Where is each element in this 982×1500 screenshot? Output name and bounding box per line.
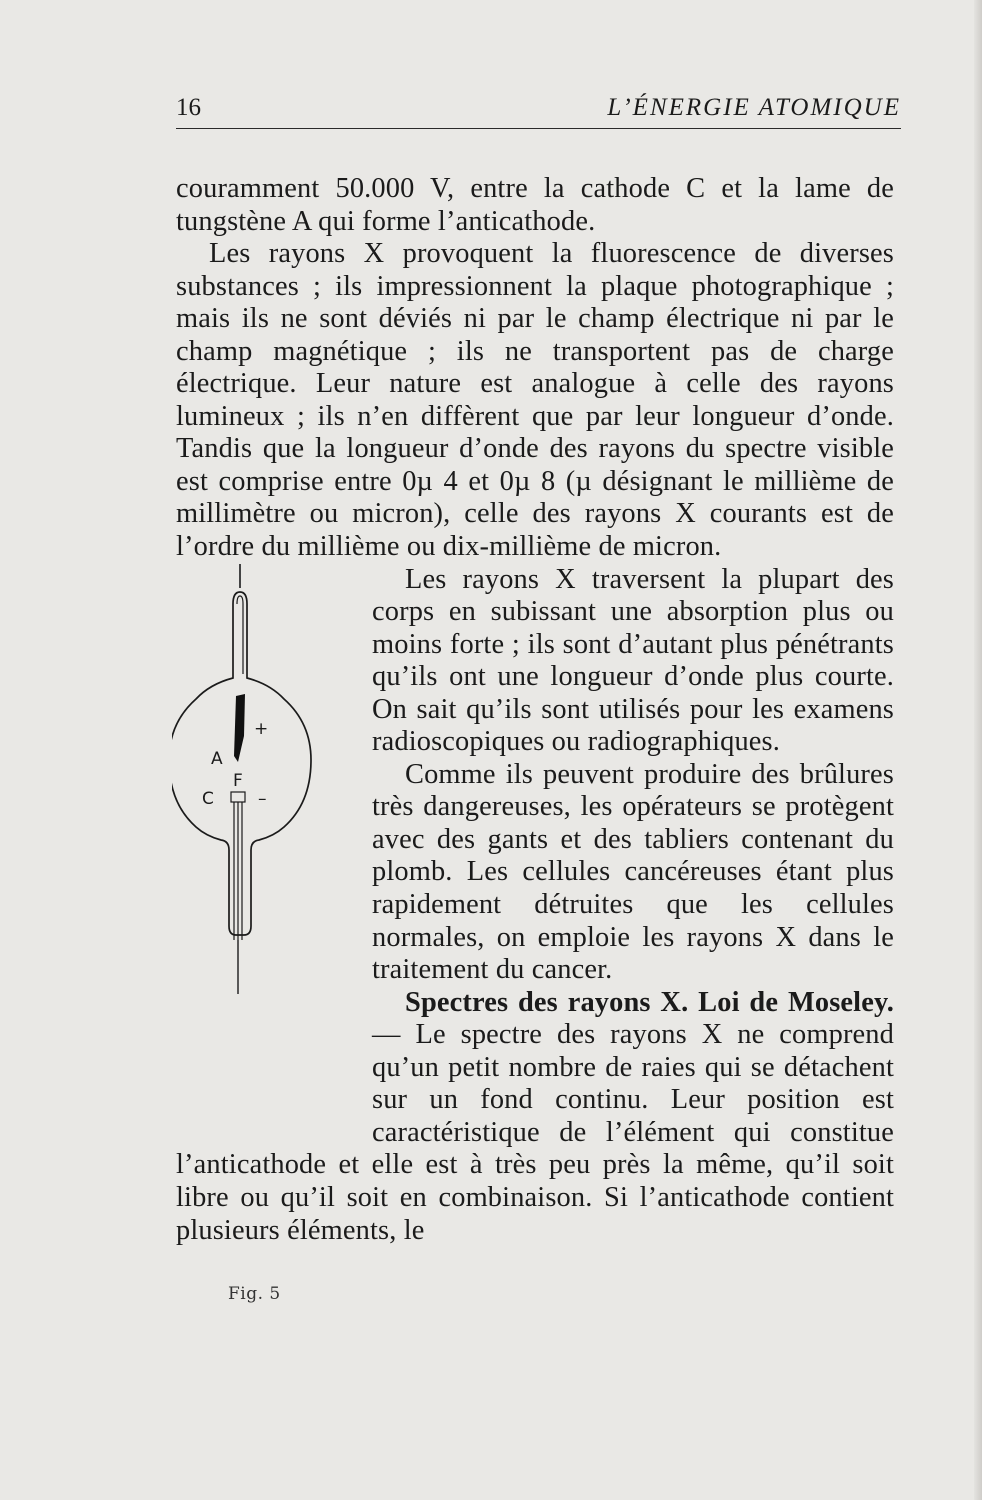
paragraph-2: Les rayons X provoquent la fluorescence de diverses substances ; ils impressionnent la plaque photographique ; mais ils ne sont déviés ni par le champ électrique ni par le champ magnétique ; ils ne transportent pas de charge électrique. Leur nature est analogue à celle des rayons lumineux ; ils n’en diffèrent que par leur longueur d’onde. Tandis que la longueur d’onde des rayons du spectre visible est comprise entre 0µ 4 et 0µ 8 (µ désignant le millième de millimètre ou micron), celle des rayons X courants est de l’ordre du millième ou dix-millième de micron. [176, 238, 894, 563]
label-minus: – [258, 788, 267, 809]
label-anode: A [211, 748, 223, 769]
page-header [176, 92, 901, 129]
label-plus: + [254, 718, 269, 739]
x-ray-tube-figure [176, 564, 354, 1304]
paragraph-2-intro [176, 238, 894, 563]
page-number: 16 [176, 94, 201, 121]
x-ray-tube-diagram [172, 564, 322, 1064]
label-cathode: C [202, 788, 215, 809]
paragraph-4: Comme ils peuvent produire des brûlures très dangereuses, les opérateurs se protègent avec des gants et des tabliers contenant du plomb. Les cellules cancéreuses étant plus rapidement détruites que les cellules normales, on emploie les rayons X dans le traitement du cancer. [372, 758, 894, 986]
section-title: Spectres des rayons X. Loi de Moseley. [405, 986, 894, 1018]
running-title: L’ÉNERGIE ATOMIQUE [607, 94, 901, 121]
paragraph-5-text: — Le spectre des rayons X ne comprend qu’un petit nombre de raies qui se détachent sur un fond continu. Leur position est caractéristique de l’élément qui constitue l’anticathode et elle est à très peu près la même, qu’il soit libre ou qu’il soit en combinaison. Si l’anticathode contient plusieurs éléments, le [176, 1019, 894, 1246]
page-edge [974, 0, 982, 1500]
paragraph-3: Les rayons X traversent la plupart des corps en subissant une absorption plus ou moins forte ; ils sont d’autant plus pénétrants qu’ils ont une longueur d’onde plus courte. On sait qu’ils sont utilisés pour les examens radioscopiques ou radiographiques. [372, 563, 894, 758]
figure-caption: Fig. 5 [228, 1283, 281, 1304]
body-text [176, 173, 894, 1304]
paragraph-1: couramment 50.000 V, entre la cathode C et la lame de tungstène A qui forme l’anticathode. [176, 173, 894, 237]
label-filament: F [233, 770, 243, 791]
